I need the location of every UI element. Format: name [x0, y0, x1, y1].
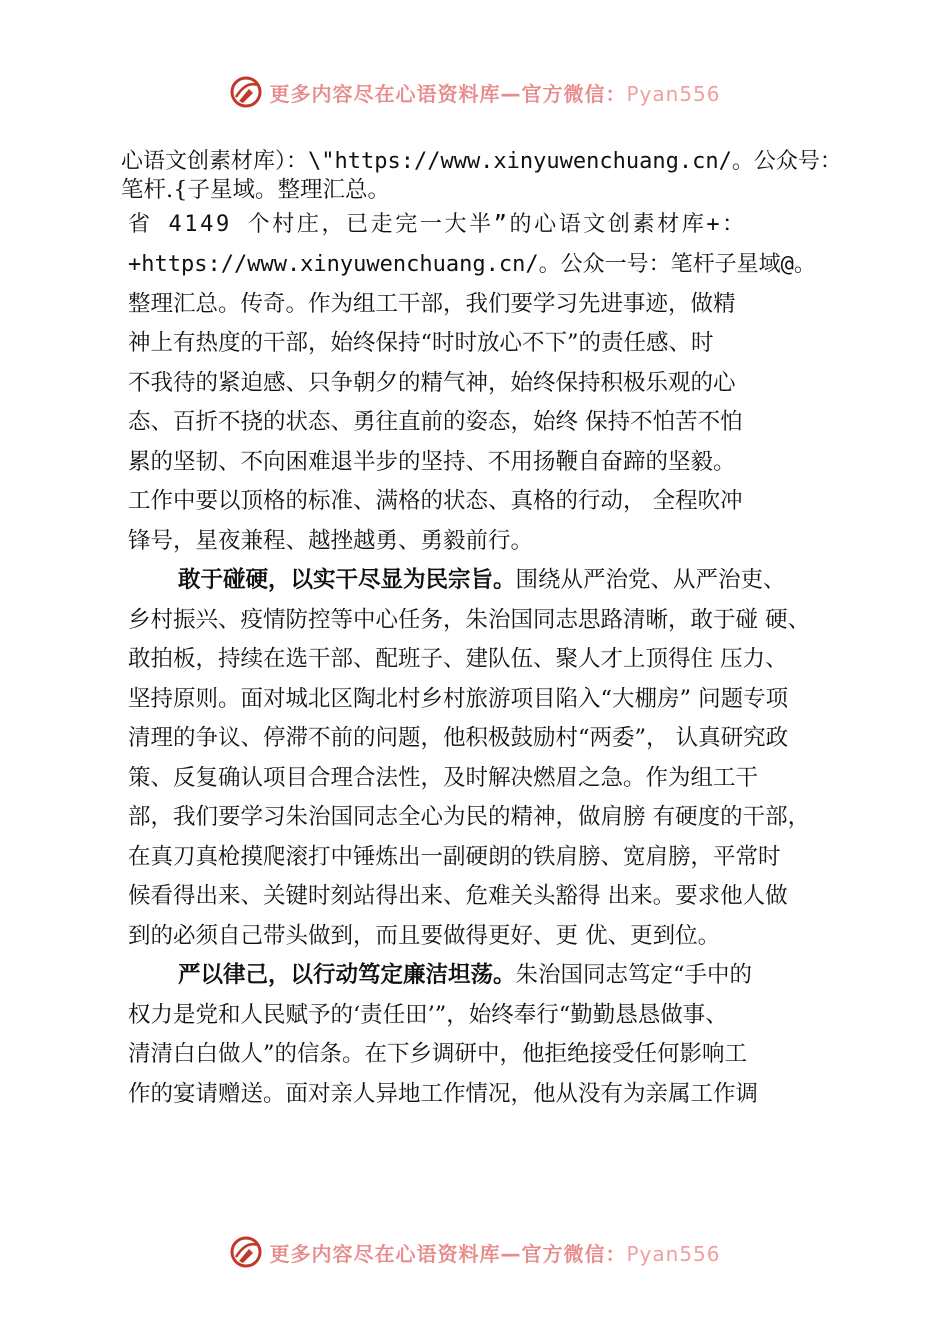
body-line-9: 敢拍板，持续在选干部、配班子、建队伍、聚人才上顶得住 压力、	[128, 646, 788, 672]
body-line-5: 累的坚韧、不向困难退半步的坚持、不用扬鞭自奋蹄的坚毅。	[128, 449, 736, 475]
header-wechat-id: Pyan556	[626, 81, 721, 106]
footer-banner	[0, 1232, 950, 1272]
source-line-4: +https://www.xinyuwenchuang.cn/。公众一号：笔杆子星域@。	[128, 252, 816, 277]
library-logo-icon	[229, 1235, 263, 1269]
header-banner-text: 更多内容尽在心语资料库—官方微信：Pyan556	[269, 81, 721, 106]
body-line-11: 清理的争议、停滞不前的问题，他积极鼓励村“两委”， 认真研究政	[128, 725, 789, 751]
body-line-7: 锋号，星夜兼程、越挫越勇、勇毅前行。	[128, 528, 534, 554]
body-line-19: 作的宴请赠送。面对亲人异地工作情况，他从没有为亲属工作调	[128, 1081, 759, 1107]
paragraph-lead-2	[178, 960, 752, 990]
body-line-4: 态、百折不挠的状态、勇往直前的姿态，始终 保持不怕苦不怕	[128, 409, 743, 435]
footer-wechat-id: Pyan556	[626, 1241, 721, 1266]
paragraph-heading-1: 敢于碰硬，以实干尽显为民宗旨。	[178, 567, 516, 593]
body-line-14: 在真刀真枪摸爬滚打中锤炼出一副硬朗的铁肩膀、宽肩膀，平常时	[128, 844, 781, 870]
body-line-15: 候看得出来、关键时刻站得出来、危难关头豁得 出来。要求他人做	[128, 883, 788, 909]
body-line-3: 不我待的紧迫感、只争朝夕的精气神，始终保持积极乐观的心	[128, 370, 736, 396]
paragraph-heading-2: 严以律己，以行动笃定廉洁坦荡。	[178, 962, 516, 988]
source-line-3: 省 4149 个村庄，已走完一大半”的心语文创素材库+：	[128, 212, 747, 237]
source-line-1: 心语文创素材库）：\"https://www.xinyuwenchuang.cn/。公众号：	[121, 149, 842, 174]
body-line-2: 神上有热度的干部，始终保持“时时放心不下”的责任感、时	[128, 330, 714, 356]
paragraph-lead-text-2: 朱治国同志笃定“手中的	[515, 962, 753, 988]
body-line-1: 整理汇总。传奇。作为组工干部，我们要学习先进事迹，做精	[128, 291, 736, 317]
body-line-17: 权力是党和人民赋予的‘责任田’”，始终奉行“勤勤恳恳做事、	[128, 1002, 728, 1028]
body-line-6: 工作中要以顶格的标准、满格的状态、真格的行动， 全程吹冲	[128, 488, 743, 514]
body-line-12: 策、反复确认项目合理合法性，及时解决燃眉之急。作为组工干	[128, 765, 759, 791]
header-banner	[0, 72, 950, 112]
body-line-18: 清清白白做人”的信条。在下乡调研中，他拒绝接受任何影响工	[128, 1041, 748, 1067]
body-line-16: 到的必须自己带头做到，而且要做得更好、更 优、更到位。	[128, 923, 721, 949]
body-line-13: 部，我们要学习朱治国同志全心为民的精神，做肩膀 有硬度的干部，	[128, 804, 811, 830]
paragraph-lead-text-1: 围绕从严治党、从严治吏、	[515, 567, 786, 593]
library-logo-icon	[229, 75, 263, 109]
body-line-8: 乡村振兴、疫情防控等中心任务，朱治国同志思路清晰，敢于碰 硬、	[128, 607, 811, 633]
paragraph-lead-1	[178, 565, 786, 595]
source-line-2: 笔杆.{子星域。整理汇总。	[121, 177, 390, 203]
footer-banner-text: 更多内容尽在心语资料库—官方微信：Pyan556	[269, 1241, 721, 1266]
body-line-10: 坚持原则。面对城北区陶北村乡村旅游项目陷入“大棚房” 问题专项	[128, 686, 789, 712]
